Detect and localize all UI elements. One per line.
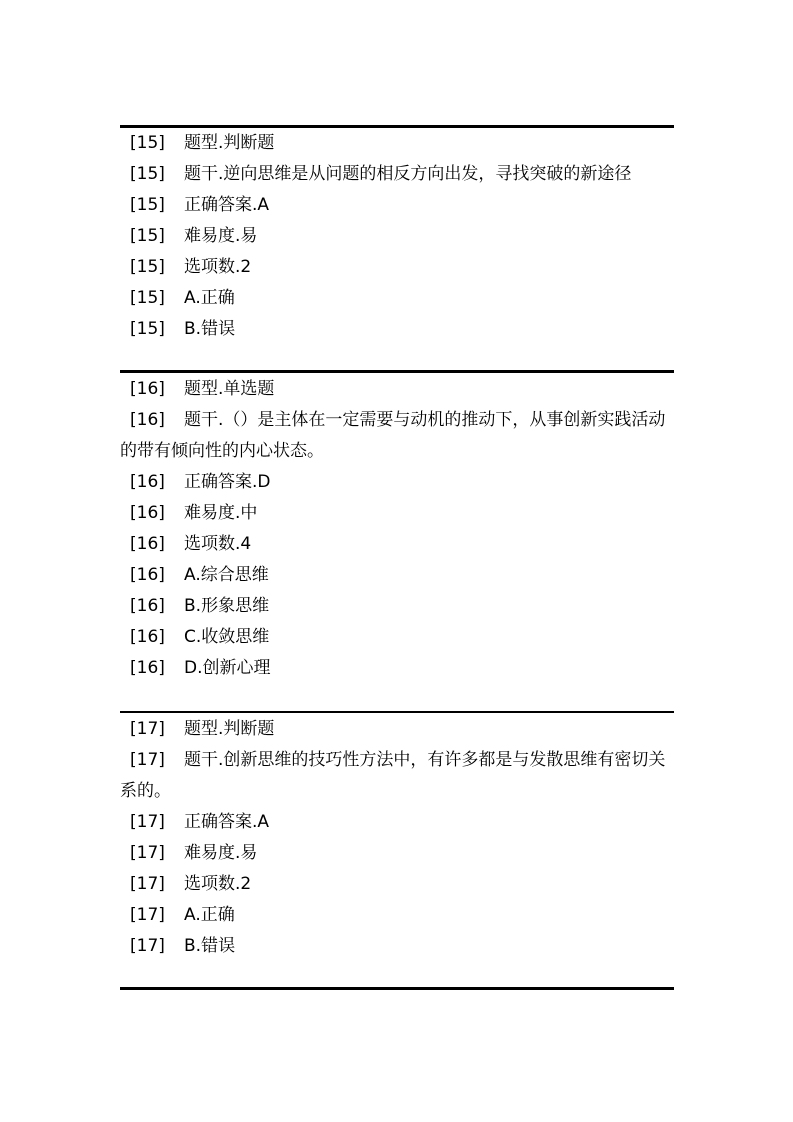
question-difficulty-line: [120, 498, 676, 529]
question-number: [15]: [130, 164, 165, 184]
question-option: A.正确: [184, 288, 235, 308]
question-option-line: [120, 283, 676, 314]
question-option-count-line: [120, 529, 676, 560]
question-block-17: [120, 714, 676, 962]
question-number: [16]: [130, 627, 165, 647]
question-number: [17]: [130, 750, 165, 770]
question-option-count: 选项数.2: [184, 874, 252, 894]
question-option: B.错误: [184, 936, 236, 956]
question-difficulty: 难易度.中: [184, 503, 258, 523]
question-type: 题型.单选题: [184, 379, 275, 399]
question-option-line: [120, 314, 676, 345]
question-answer: 正确答案.D: [184, 472, 271, 492]
question-number: [15]: [130, 226, 165, 246]
question-number: [16]: [130, 410, 165, 430]
question-difficulty-line: [120, 221, 676, 252]
question-stem-line: [120, 745, 676, 807]
question-option: B.形象思维: [184, 596, 270, 616]
question-answer-line: [120, 807, 676, 838]
question-number: [15]: [130, 195, 165, 215]
question-number: [16]: [130, 658, 165, 678]
question-type-line: [120, 374, 676, 405]
question-number: [17]: [130, 905, 165, 925]
question-option: D.创新心理: [184, 658, 271, 678]
question-difficulty-line: [120, 838, 676, 869]
question-difficulty: 难易度.易: [184, 843, 258, 863]
question-difficulty: 难易度.易: [184, 226, 258, 246]
divider-bottom: [120, 987, 674, 990]
question-option-line: [120, 591, 676, 622]
question-answer: 正确答案.A: [184, 195, 270, 215]
question-stem: 题干.创新思维的技巧性方法中，有许多都是与发散思维有密切关系的。: [120, 750, 666, 801]
question-number: [17]: [130, 936, 165, 956]
question-number: [16]: [130, 565, 165, 585]
question-option-count: 选项数.4: [184, 534, 252, 554]
question-answer: 正确答案.A: [184, 812, 270, 832]
question-option: C.收敛思维: [184, 627, 270, 647]
question-option: A.综合思维: [184, 565, 269, 585]
question-number: [17]: [130, 812, 165, 832]
divider-15-16: [120, 370, 674, 373]
question-answer-line: [120, 467, 676, 498]
question-number: [15]: [130, 257, 165, 277]
question-type: 题型.判断题: [184, 133, 275, 153]
question-number: [17]: [130, 843, 165, 863]
divider-16-17: [120, 711, 674, 713]
question-number: [16]: [130, 596, 165, 616]
question-option-line: [120, 653, 676, 684]
question-type-line: [120, 714, 676, 745]
question-number: [16]: [130, 472, 165, 492]
question-option-line: [120, 622, 676, 653]
question-number: [17]: [130, 874, 165, 894]
question-stem-line: [120, 405, 676, 467]
question-option: B.错误: [184, 319, 236, 339]
question-option-line: [120, 931, 676, 962]
question-option-line: [120, 900, 676, 931]
question-number: [15]: [130, 319, 165, 339]
question-number: [15]: [130, 288, 165, 308]
question-number: [16]: [130, 503, 165, 523]
question-type: 题型.判断题: [184, 719, 275, 739]
question-number: [15]: [130, 133, 165, 153]
question-type-line: [120, 128, 676, 159]
question-stem: 题干.（）是主体在一定需要与动机的推动下，从事创新实践活动的带有倾向性的内心状态。: [120, 410, 666, 461]
question-option-count: 选项数.2: [184, 257, 252, 277]
question-stem-line: [120, 159, 676, 190]
question-option: A.正确: [184, 905, 235, 925]
question-block-16: [120, 374, 676, 684]
question-option-line: [120, 560, 676, 591]
question-option-count-line: [120, 869, 676, 900]
question-number: [16]: [130, 379, 165, 399]
question-number: [16]: [130, 534, 165, 554]
question-number: [17]: [130, 719, 165, 739]
question-block-15: [120, 128, 676, 345]
question-stem: 题干.逆向思维是从问题的相反方向出发，寻找突破的新途径: [184, 164, 632, 184]
question-answer-line: [120, 190, 676, 221]
question-option-count-line: [120, 252, 676, 283]
